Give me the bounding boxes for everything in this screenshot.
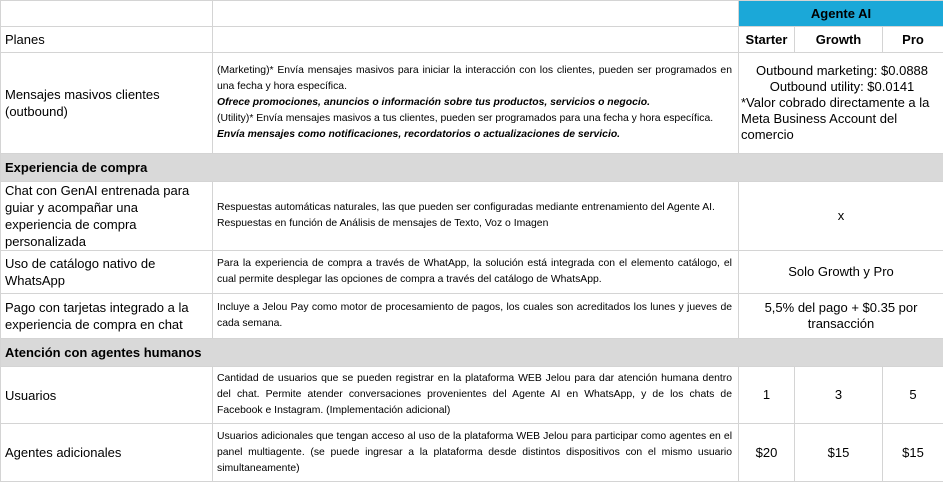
value-agentes-growth: $15 <box>795 424 883 482</box>
feature-agentes: Agentes adicionales <box>1 424 213 482</box>
row-usuarios <box>1 367 943 424</box>
empty-cell <box>1 1 213 27</box>
empty-cell <box>213 27 739 53</box>
value-usuarios-growth: 3 <box>795 367 883 424</box>
value-usuarios-starter: 1 <box>739 367 795 424</box>
desc-chat-genai <box>213 182 739 251</box>
row-chat-genai <box>1 182 943 251</box>
section-row-agentes <box>1 339 943 367</box>
value-chat-genai: x <box>739 182 943 251</box>
row-agentes <box>1 424 943 482</box>
feature-outbound: Mensajes masivos clientes (outbound) <box>1 53 213 154</box>
feature-pago: Pago con tarjetas integrado a la experiencia de compra en chat <box>1 294 213 339</box>
header-row-plans <box>1 27 943 53</box>
desc-utility: (Utility)* Envía mensajes masivos a tus clientes, pueden ser programados para una fecha y hora específica. <box>217 111 732 127</box>
feature-usuarios: Usuarios <box>1 367 213 424</box>
row-pago <box>1 294 943 339</box>
desc-agentes: Usuarios adicionales que tengan acceso al uso de la plataforma WEB Jelou para participar como agentes en el panel multiagente. (se puede ingresar a la plataforma desde distintos dispositivos con el mismo usuario simultaneamente) <box>213 424 739 482</box>
value-agentes-starter: $20 <box>739 424 795 482</box>
row-catalogo <box>1 251 943 294</box>
value-catalogo: Solo Growth y Pro <box>739 251 943 294</box>
section-compra: Experiencia de compra <box>1 154 943 182</box>
price-utility: Outbound utility: $0.0141 <box>741 79 943 95</box>
section-agentes: Atención con agentes humanos <box>1 339 943 367</box>
price-note: *Valor cobrado directamente a la Meta Business Account del comercio <box>741 95 943 143</box>
desc-chat-genai-1: Respuestas automáticas naturales, las que pueden ser configuradas mediante entrenamiento del Agente AI. <box>217 200 732 216</box>
feature-chat-genai: Chat con GenAI entrenada para guiar y acompañar una experiencia de compra personalizada <box>1 182 213 251</box>
desc-marketing-emphasis: Ofrece promociones, anuncios o información sobre tus productos, servicios o negocio. <box>217 95 732 111</box>
plan-starter: Starter <box>739 27 795 53</box>
plans-label: Planes <box>1 27 213 53</box>
value-pago: 5,5% del pago + $0.35 por transacción <box>739 294 943 339</box>
section-row-compra <box>1 154 943 182</box>
plan-pro: Pro <box>883 27 943 53</box>
plan-growth: Growth <box>795 27 883 53</box>
price-marketing: Outbound marketing: $0.0888 <box>741 63 943 79</box>
product-header: Agente AI <box>739 1 943 27</box>
row-outbound <box>1 53 943 154</box>
desc-chat-genai-2: Respuestas en función de Análisis de mensajes de Texto, Voz o Imagen <box>217 216 732 232</box>
desc-outbound <box>213 53 739 154</box>
value-agentes-pro: $15 <box>883 424 943 482</box>
desc-marketing: (Marketing)* Envía mensajes masivos para iniciar la interacción con los clientes, pueden ser programados en una fecha y hora específica. <box>217 63 732 95</box>
value-usuarios-pro: 5 <box>883 367 943 424</box>
desc-catalogo: Para la experiencia de compra a través de WhatApp, la solución está integrada con el elemento catálogo, el cual permite desplegar las opciones de compra a través del catálogo de WhatsApp. <box>213 251 739 294</box>
empty-cell <box>213 1 739 27</box>
desc-utility-emphasis: Envía mensajes como notificaciones, recordatorios o actualizaciones de servicio. <box>217 127 732 143</box>
header-row-product <box>1 1 943 27</box>
desc-usuarios: Cantidad de usuarios que se pueden registrar en la plataforma WEB Jelou para dar atención humana dentro del chat. Permite atender conversaciones provenientes del Agente AI en WhatsApp, y de los chats de Facebook e Instagram. (Implementación adicional) <box>213 367 739 424</box>
price-outbound <box>739 53 943 154</box>
desc-pago: Incluye a Jelou Pay como motor de procesamiento de pagos, los cuales son acreditados los lunes y jueves de cada semana. <box>213 294 739 339</box>
feature-catalogo: Uso de catálogo nativo de WhatsApp <box>1 251 213 294</box>
